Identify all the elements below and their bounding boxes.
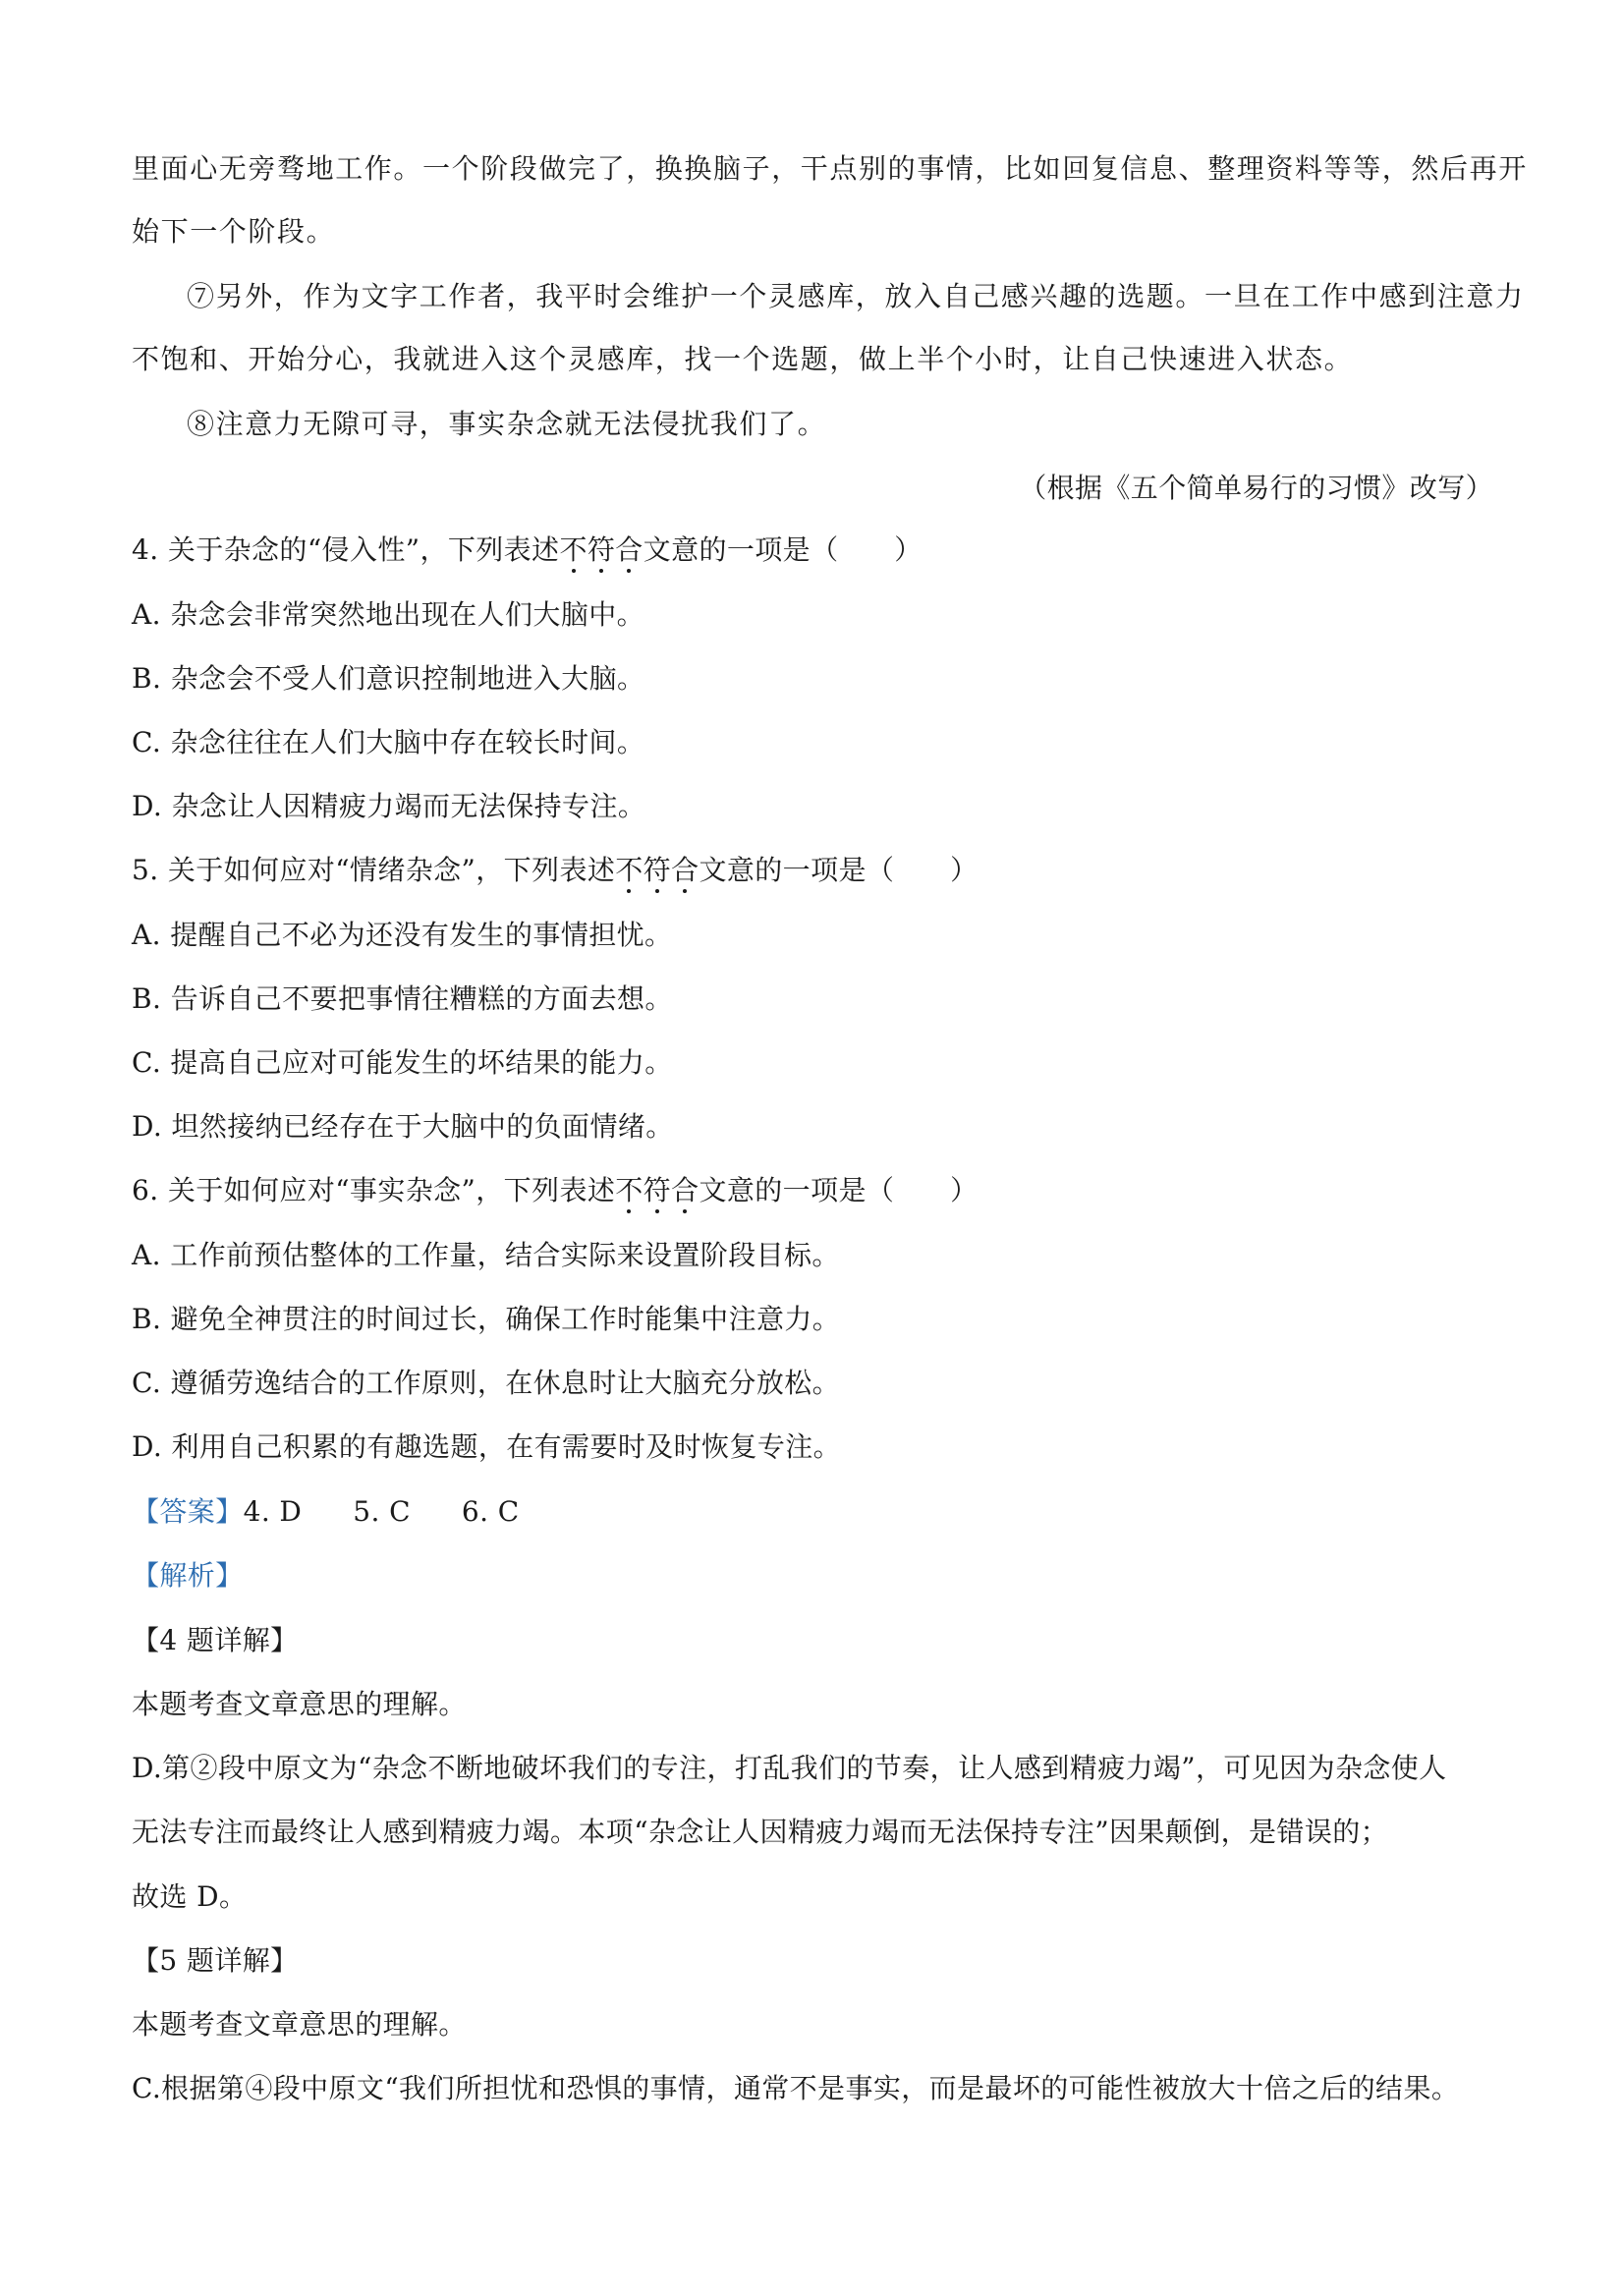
option-a: A. 杂念会非常突然地出现在人们大脑中。 bbox=[132, 598, 645, 631]
question-stem bbox=[132, 1174, 979, 1206]
passage-paragraph-8: ⑧注意力无隙可寻，事实杂念就无法侵扰我们了。 bbox=[187, 408, 827, 440]
analysis-text: 无法专注而最终让人感到精疲力竭。本项“杂念让人因精疲力竭而无法保持专注”因果颠倒，是错误的； bbox=[132, 1816, 1389, 1848]
option-d: D. 利用自己积累的有趣选题，在有需要时及时恢复专注。 bbox=[132, 1430, 842, 1463]
emphasis-char: 合 bbox=[615, 533, 644, 566]
option-b: B. 避免全神贯注的时间过长，确保工作时能集中注意力。 bbox=[132, 1303, 841, 1335]
analysis-text: C.根据第④段中原文“我们所担忧和恐惧的事情，通常不是事实，而是最坏的可能性被放大十倍之后的结果。 bbox=[132, 2072, 1460, 2104]
passage-source: （根据《五个简单易行的习惯》改写） bbox=[1019, 472, 1493, 504]
emphasis-char: 合 bbox=[671, 854, 700, 886]
emphasis-char: 不 bbox=[559, 533, 588, 566]
question-stem-text: 文意的一项是（ ） bbox=[699, 1174, 979, 1206]
option-d: D. 坦然接纳已经存在于大脑中的负面情绪。 bbox=[132, 1110, 674, 1143]
passage-line: 始下一个阶段。 bbox=[132, 215, 336, 248]
answer-line bbox=[132, 1495, 520, 1528]
analysis-text: 故选 D。 bbox=[132, 1880, 248, 1913]
option-c: C. 提高自己应对可能发生的坏结果的能力。 bbox=[132, 1046, 673, 1079]
answer-item: 6. C bbox=[461, 1495, 520, 1528]
question-stem-text: 6. 关于如何应对“事实杂念”，下列表述 bbox=[132, 1174, 616, 1206]
analysis-text: 本题考查文章意思的理解。 bbox=[132, 2008, 467, 2041]
option-c: C. 杂念往往在人们大脑中存在较长时间。 bbox=[132, 726, 645, 758]
emphasis-char: 符 bbox=[643, 854, 672, 886]
q5-heading: 【5 题详解】 bbox=[132, 1944, 299, 1977]
emphasis-char: 合 bbox=[671, 1174, 700, 1206]
option-d: D. 杂念让人因精疲力竭而无法保持专注。 bbox=[132, 790, 646, 822]
answer-label: 【答案】 bbox=[132, 1495, 244, 1528]
question-stem-text: 文意的一项是（ ） bbox=[643, 533, 923, 566]
question-stem bbox=[132, 533, 923, 566]
question-stem-text: 5. 关于如何应对“情绪杂念”，下列表述 bbox=[132, 854, 616, 886]
option-c: C. 遵循劳逸结合的工作原则，在休息时让大脑充分放松。 bbox=[132, 1367, 841, 1399]
passage-line: 里面心无旁骛地工作。一个阶段做完了，换换脑子，干点别的事情，比如回复信息、整理资料等等，然后再开 bbox=[132, 152, 1528, 185]
passage-paragraph-7: ⑦另外，作为文字工作者，我平时会维护一个灵感库，放入自己感兴趣的选题。一旦在工作中感到注意力 bbox=[187, 280, 1525, 312]
option-a: A. 提醒自己不必为还没有发生的事情担忧。 bbox=[132, 919, 673, 951]
emphasis-char: 符 bbox=[643, 1174, 672, 1206]
question-stem bbox=[132, 854, 979, 886]
answer-item: 5. C bbox=[353, 1495, 411, 1528]
option-b: B. 告诉自己不要把事情往糟糕的方面去想。 bbox=[132, 982, 673, 1015]
option-a: A. 工作前预估整体的工作量，结合实际来设置阶段目标。 bbox=[132, 1239, 840, 1271]
question-stem-text: 4. 关于杂念的“侵入性”，下列表述 bbox=[132, 533, 560, 566]
emphasis-char: 不 bbox=[615, 854, 644, 886]
q4-heading: 【4 题详解】 bbox=[132, 1624, 299, 1656]
answer-item: 4. D bbox=[243, 1495, 303, 1528]
analysis-text: D.第②段中原文为“杂念不断地破坏我们的专注，打乱我们的节奏，让人感到精疲力竭”，可见因为杂念使人 bbox=[132, 1752, 1447, 1784]
emphasis-char: 符 bbox=[587, 533, 616, 566]
analysis-label: 【解析】 bbox=[132, 1559, 244, 1592]
option-b: B. 杂念会不受人们意识控制地进入大脑。 bbox=[132, 662, 645, 695]
question-stem-text: 文意的一项是（ ） bbox=[699, 854, 979, 886]
emphasis-char: 不 bbox=[615, 1174, 644, 1206]
passage-line: 不饱和、开始分心，我就进入这个灵感库，找一个选题，做上半个小时，让自己快速进入状态。 bbox=[132, 343, 1354, 375]
analysis-text: 本题考查文章意思的理解。 bbox=[132, 1688, 467, 1720]
